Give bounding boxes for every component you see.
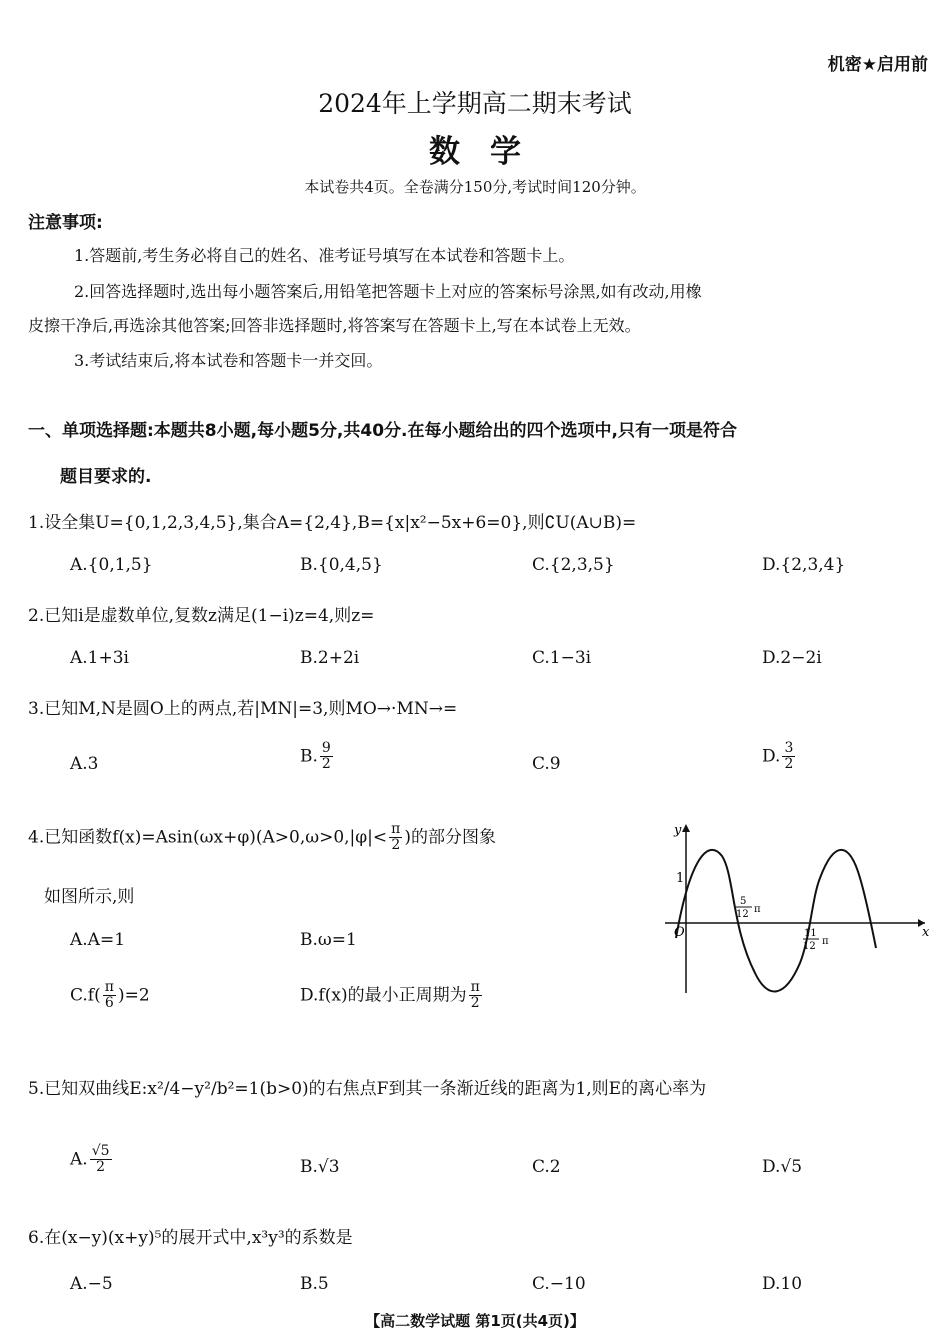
section-1-heading: 一、单项选择题:本题共8小题,每小题5分,共40分.在每小题给出的四个选项中,只有一项是符合 xyxy=(28,421,737,441)
y-axis-label: y xyxy=(674,823,682,838)
q5-option-b: B.√3 xyxy=(300,1157,340,1177)
question-2-stem: 2.已知i是虚数单位,复数z满足(1−i)z=4,则z= xyxy=(28,606,375,626)
question-1-stem: 1.设全集U={0,1,2,3,4,5},集合A={2,4},B={x|x²−5x+6=0},则∁U(A∪B)= xyxy=(28,513,637,533)
question-5-stem: 5.已知双曲线E:x²/4−y²/b²=1(b>0)的右焦点F到其一条渐近线的距离为1,则E的离心率为 xyxy=(28,1079,707,1099)
q6-option-a: A.−5 xyxy=(70,1274,113,1294)
q3-option-b: B. $\frac{9}{2}$ xyxy=(300,740,331,773)
q1-option-c: C.{2,3,5} xyxy=(532,555,615,575)
q6-option-c: C.−10 xyxy=(532,1274,586,1294)
question-3-stem: 3.已知M,N是圆O上的两点,若|MN|=3,则MO→·MN→= xyxy=(28,699,458,719)
notice-item-2a: 2.回答选择题时,选出每小题答案后,用铅笔把答题卡上对应的答案标号涂黑,如有改动,用橡 xyxy=(74,282,702,301)
q5-option-d: D.√5 xyxy=(762,1157,803,1177)
notice-item-1: 1.答题前,考生务必将自己的姓名、准考证号填写在本试卷和答题卡上。 xyxy=(74,246,575,265)
zero-2-pi: π xyxy=(822,936,829,947)
sine-function-graph xyxy=(660,818,930,998)
q4-option-a: A.A=1 xyxy=(70,930,126,950)
y-axis-arrow xyxy=(682,824,690,832)
question-6-stem: 6.在(x−y)(x+y)⁵的展开式中,x³y³的系数是 xyxy=(28,1228,353,1248)
q1-option-d: D.{2,3,4} xyxy=(762,555,846,575)
origin-label: O xyxy=(674,925,685,940)
page-footer: 【高二数学试题 第1页(共4页)】 xyxy=(365,1312,585,1330)
section-1-heading-cont: 题目要求的. xyxy=(60,467,152,487)
q4-option-d: D.f(x)的最小正周期为 $\frac{\pi}{2}$ xyxy=(300,979,480,1012)
notice-item-3: 3.考试结束后,将本试卷和答题卡一并交回。 xyxy=(74,351,383,370)
q2-option-d: D.2−2i xyxy=(762,648,822,668)
confidential-mark: 机密★启用前 xyxy=(827,55,928,75)
zero-1-den: 12 xyxy=(736,909,749,920)
q1-option-b: B.{0,4,5} xyxy=(300,555,383,575)
zero-1-num: 5 xyxy=(740,896,747,907)
q2-option-a: A.1+3i xyxy=(70,648,129,668)
zero-2-den: 12 xyxy=(803,941,816,952)
sine-curve xyxy=(676,850,876,992)
q6-option-b: B.5 xyxy=(300,1274,329,1294)
q3-option-d: D. $\frac{3}{2}$ xyxy=(762,740,794,773)
q2-option-b: B.2+2i xyxy=(300,648,360,668)
q5-option-c: C.2 xyxy=(532,1157,561,1177)
notice-heading: 注意事项: xyxy=(28,213,103,233)
q6-option-d: D.10 xyxy=(762,1274,803,1294)
q3-option-a: A.3 xyxy=(70,754,99,774)
y-tick-1: 1 xyxy=(676,871,685,886)
q3-option-c: C.9 xyxy=(532,754,561,774)
subject-title: 数学 xyxy=(429,134,551,170)
x-axis-label: x xyxy=(922,925,930,940)
notice-item-2b: 皮擦干净后,再选涂其他答案;回答非选择题时,将答案写在答题卡上,写在本试卷上无效。 xyxy=(28,316,641,335)
exam-title: 2024年上学期高二期末考试 xyxy=(318,89,632,118)
zero-1-pi: π xyxy=(754,904,761,915)
question-4-stem-cont: 如图所示,则 xyxy=(44,887,135,907)
question-4-stem: 4.已知函数f(x)=Asin(ωx+φ)(A>0,ω>0,|φ|< $\frac{\pi}{2}$ )的部分图象 xyxy=(28,821,497,854)
q1-option-a: A.{0,1,5} xyxy=(70,555,153,575)
q2-option-c: C.1−3i xyxy=(532,648,592,668)
q5-option-a: A. $\frac{√5}{2}$ xyxy=(70,1143,110,1176)
exam-info: 本试卷共4页。全卷满分150分,考试时间120分钟。 xyxy=(304,178,646,196)
q4-option-c: C.f( $\frac{\pi}{6}$ )=2 xyxy=(70,979,150,1012)
zero-2-num: 11 xyxy=(804,928,817,939)
q4-option-b: B.ω=1 xyxy=(300,930,357,950)
